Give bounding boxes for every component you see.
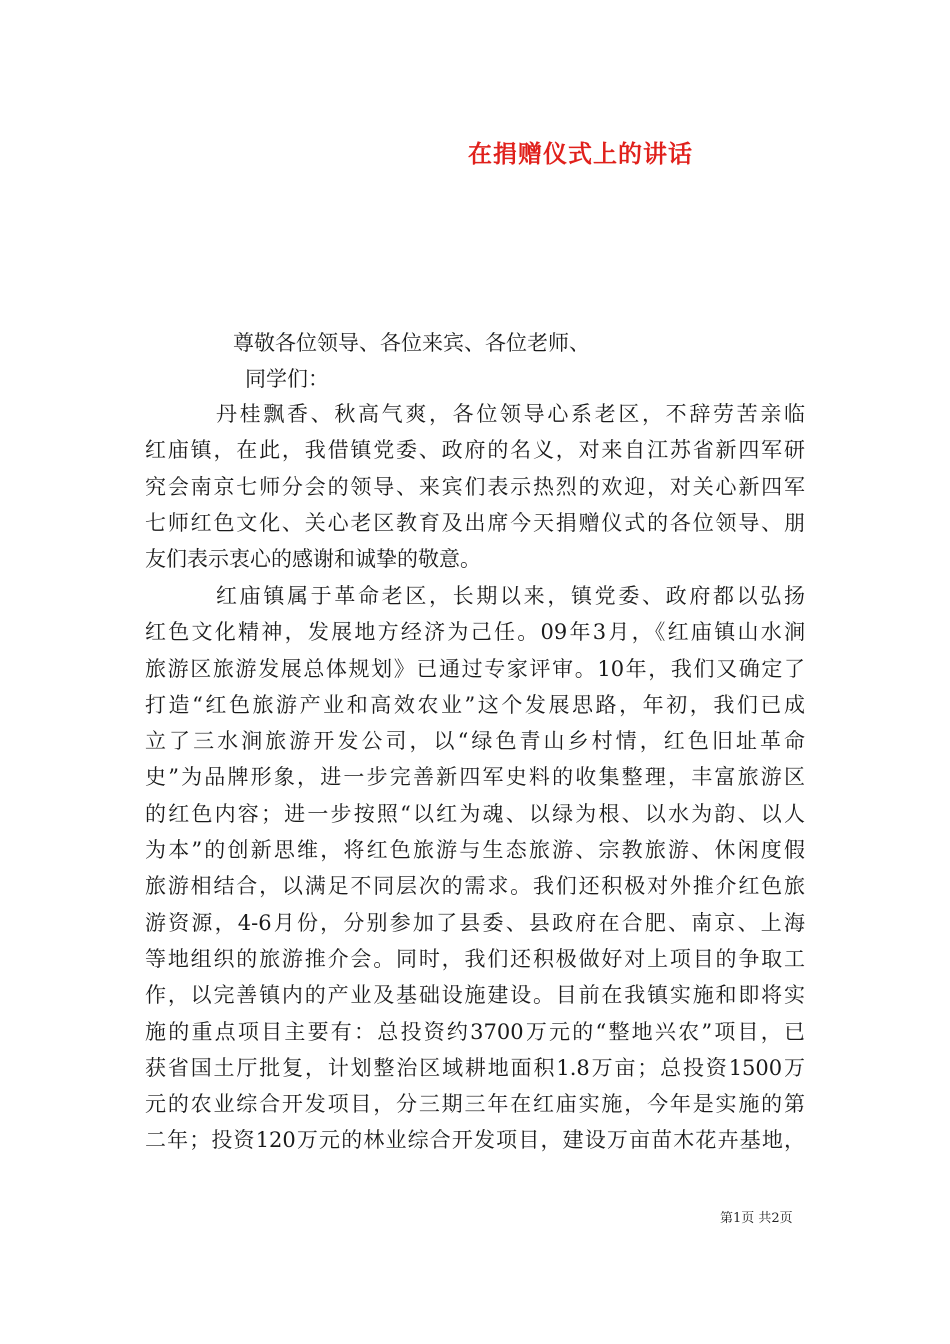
paragraph-line: 旅游相结合，以满足不同层次的需求。我们还积极对外推介红色旅 — [145, 874, 805, 899]
paragraph-2 — [145, 578, 805, 1159]
paragraph-line: 等地组织的旅游推介会。同时，我们还积极做好对上项目的争取工 — [145, 946, 805, 971]
paragraph-line: 获省国土厅批复，计划整治区域耕地面积1.8万亩；总投资1500万 — [145, 1055, 805, 1080]
paragraph-line: 元的农业综合开发项目，分三期三年在红庙实施，今年是实施的第 — [145, 1092, 805, 1117]
paragraph-line: 的红色内容；进一步按照“以红为魂、以绿为根、以水为韵、以人 — [145, 801, 805, 826]
paragraph-line: 作，以完善镇内的产业及基础设施建设。目前在我镇实施和即将实 — [145, 983, 805, 1008]
paragraph-line: 史”为品牌形象，进一步完善新四军史料的收集整理，丰富旅游区 — [145, 765, 805, 790]
paragraph-line: 立了三水涧旅游开发公司，以“绿色青山乡村情，红色旧址革命 — [145, 729, 805, 754]
paragraph-1 — [145, 396, 805, 577]
paragraph-line: 打造“红色旅游产业和高效农业”这个发展思路，年初，我们已成 — [145, 692, 805, 717]
paragraph-line: 红色文化精神，发展地方经济为己任。09年3月，《红庙镇山水涧 — [145, 620, 805, 645]
page-footer: 第1页 共2页 — [720, 1211, 793, 1226]
paragraph-line: 游资源，4-6月份，分别参加了县委、县政府在合肥、南京、上海 — [145, 910, 805, 935]
salutation-line-1: 尊敬各位领导、各位来宾、各位老师、 — [233, 331, 590, 355]
paragraph-line: 七师红色文化、关心老区教育及出席今天捐赠仪式的各位领导、朋 — [145, 510, 805, 535]
paragraph-line: 施的重点项目主要有：总投资约3700万元的“整地兴农”项目，已 — [145, 1019, 805, 1044]
document-title: 在捐赠仪式上的讲话 — [468, 139, 693, 168]
paragraph-line: 究会南京七师分会的领导、来宾们表示热烈的欢迎，对关心新四军 — [145, 474, 805, 499]
paragraph-line: 丹桂飘香、秋高气爽，各位领导心系老区，不辞劳苦亲临 — [145, 402, 805, 426]
paragraph-line: 旅游区旅游发展总体规划》已通过专家评审。10年，我们又确定了 — [145, 656, 805, 681]
paragraph-line: 友们表示衷心的感谢和诚挚的敬意。 — [145, 547, 481, 572]
paragraph-line: 为本”的创新思维，将红色旅游与生态旅游、宗教旅游、休闲度假 — [145, 838, 805, 863]
paragraph-line: 红庙镇属于革命老区，长期以来，镇党委、政府都以弘扬 — [145, 584, 805, 608]
paragraph-line: 红庙镇，在此，我借镇党委、政府的名义，对来自江苏省新四军研 — [145, 438, 805, 463]
paragraph-line: 二年；投资120万元的林业综合开发项目，建设万亩苗木花卉基地， — [145, 1128, 805, 1153]
salutation-line-2: 同学们： — [245, 367, 329, 391]
